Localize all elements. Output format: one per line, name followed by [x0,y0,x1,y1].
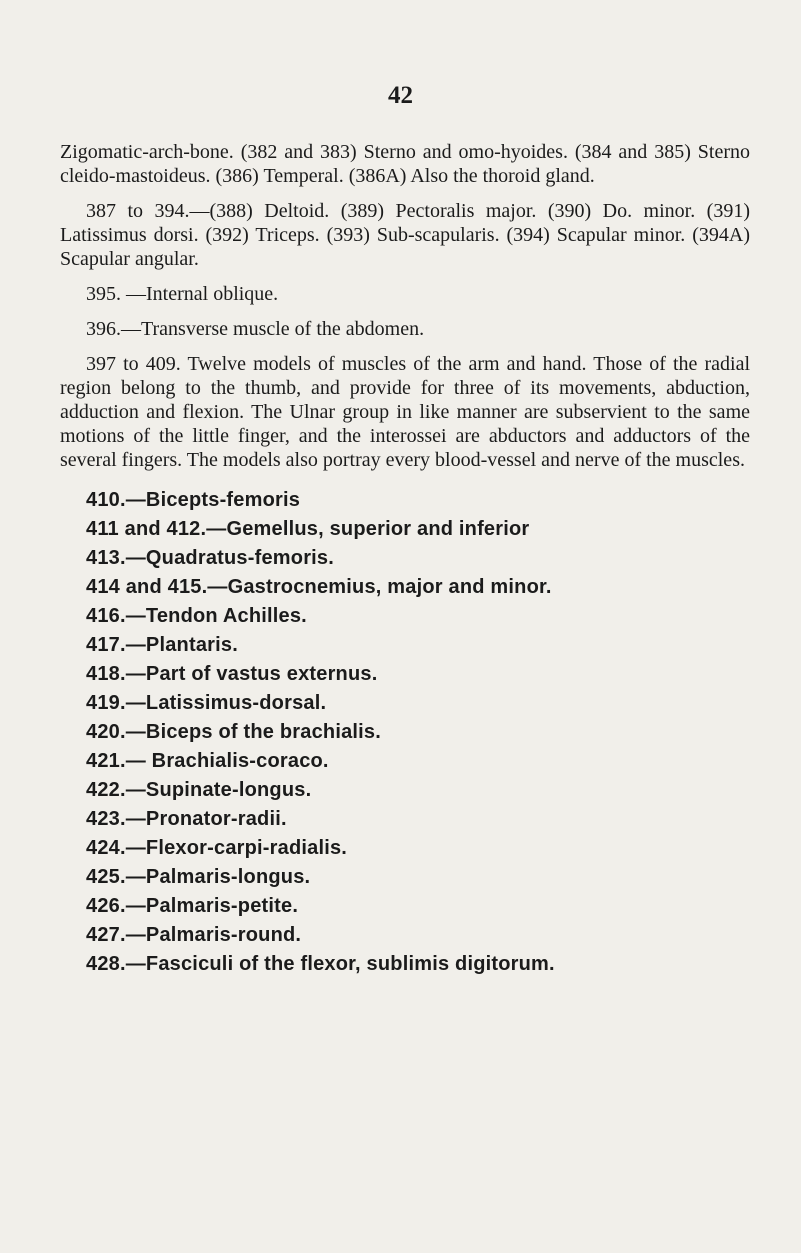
paragraph: 395. —Internal oblique. [86,283,279,305]
list-item: 418.—Part of vastus externus. [86,663,378,685]
list-item: 413.—Quadratus-femoris. [86,547,335,569]
list-item: 422.—Supinate-longus. [86,779,312,801]
list-item: 417.—Plantaris. [86,634,238,656]
list-item: 416.—Tendon Achilles. [86,605,307,627]
list-item: 426.—Palmaris-petite. [86,895,299,917]
list-item: 421.— Brachialis-coraco. [86,750,329,772]
list-item: 424.—Flexor-carpi-radialis. [86,837,348,859]
paragraph: 387 to 394.—(388) Deltoid. (389) Pectoralis major. (390) Do. minor. (391) Latissimus dorsi. (392) Triceps. (393) Sub-scapularis. (394) Scapular minor. (394A) Scapular angular. [60,200,750,270]
list-item: 420.—Biceps of the brachialis. [86,721,381,743]
list-item: 423.—Pronator-radii. [86,808,287,830]
list-item: 419.—Latissimus-dorsal. [86,692,327,714]
list-item: 428.—Fasciculi of the flexor, sublimis digitorum. [86,953,555,975]
paragraph: 396.—Transverse muscle of the abdomen. [86,318,425,340]
page-number: 42 [388,82,413,109]
page-body [60,140,750,979]
list-item: 414 and 415.—Gastrocnemius, major and minor. [86,576,552,598]
list-item: 411 and 412.—Gemellus, superior and inferior [86,518,530,540]
list-item: 427.—Palmaris-round. [86,924,302,946]
list-item: 410.—Bicepts-femoris [86,489,301,511]
paragraph: 397 to 409. Twelve models of muscles of the arm and hand. Those of the radial region belong to the thumb, and provide for three of its movements, abduction, adduction and flexion. The Ulnar group in like manner are subservient to the same motions of the little finger, and the interossei are abductors and adductors of the several fingers. The models also portray every blood-vessel and nerve of the muscles. [60,353,750,471]
paragraph: Zigomatic-arch-bone. (382 and 383) Sterno and omo-hyoides. (384 and 385) Sterno cleido-mastoideus. (386) Temperal. (386A) Also the thoroid gland. [60,141,750,187]
list-item: 425.—Palmaris-longus. [86,866,311,888]
specimen-list [60,486,750,979]
